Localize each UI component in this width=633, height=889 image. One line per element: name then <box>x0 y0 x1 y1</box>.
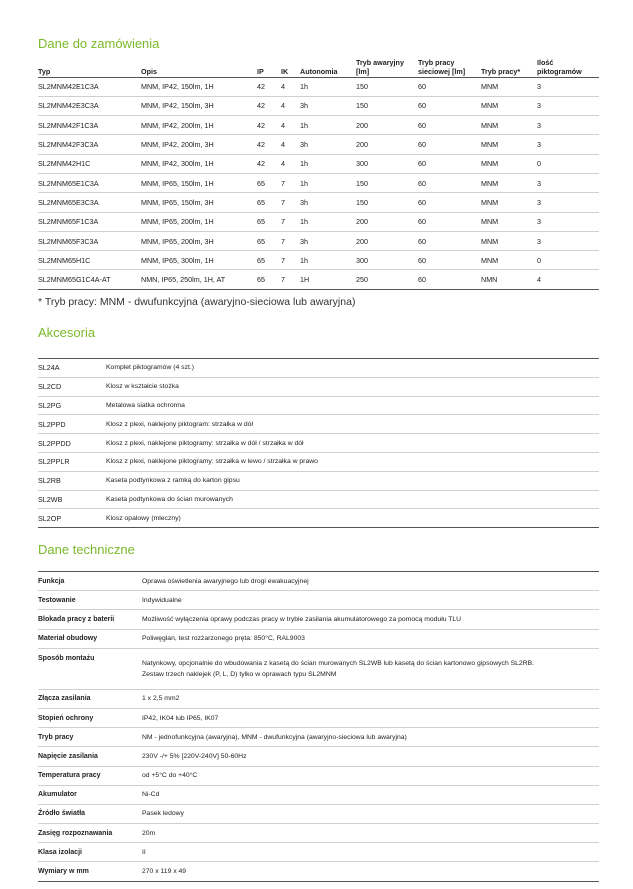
order-cell: 3h <box>300 231 356 250</box>
order-cell: 65 <box>257 212 281 231</box>
technical-value-line: NM - jednofunkcyjna (awaryjna), MNM - dwufunkcyjna (awaryjno-sieciowa lub awaryjna) <box>142 733 407 741</box>
order-cell: MNM, IP42, 200lm, 3H <box>141 135 257 154</box>
order-cell: 65 <box>257 231 281 250</box>
order-row <box>38 251 599 270</box>
order-header-cell: Opis <box>141 66 157 76</box>
accessory-description: Komplet piktogramów (4 szt.) <box>106 359 599 378</box>
technical-row <box>38 843 599 862</box>
technical-label: Klasa izolacji <box>38 843 142 862</box>
order-cell: 1h <box>300 173 356 192</box>
order-cell: 1h <box>300 212 356 231</box>
order-row <box>38 116 599 135</box>
accessory-description: Klosz z plexi, naklejone piktogramy: strzałka w lewo / strzałka w prawo <box>106 452 599 471</box>
technical-value-line: Natynkowy, opcjonalnie do wbudowania z kasetą do ścian murowanych SL2WB lub kasetą do ścian kartonowo gipsowych SL2RB. <box>142 659 535 667</box>
order-cell: 4 <box>281 135 300 154</box>
order-cell: 3 <box>537 77 599 96</box>
technical-row <box>38 648 599 689</box>
technical-value <box>142 728 599 747</box>
order-cell: MNM <box>481 212 537 231</box>
technical-row <box>38 591 599 610</box>
order-cell: SL2MNM65G1C4A-AT <box>38 270 141 289</box>
order-row <box>38 212 599 231</box>
order-cell: 60 <box>418 135 481 154</box>
technical-label: Napięcie zasilania <box>38 747 142 766</box>
accessory-row <box>38 359 599 378</box>
order-cell: 4 <box>281 116 300 135</box>
order-cell: 60 <box>418 193 481 212</box>
operating-mode-note: * Tryb pracy: MNM - dwufunkcyjna (awaryjno-sieciowa lub awaryjna) <box>38 296 356 308</box>
technical-value-line: Pasek ledowy <box>142 810 184 818</box>
technical-value <box>142 747 599 766</box>
order-cell: 1h <box>300 116 356 135</box>
technical-value <box>142 843 599 862</box>
technical-value-line: Ni-Cd <box>142 791 160 799</box>
order-row <box>38 96 599 115</box>
order-cell: 65 <box>257 193 281 212</box>
order-header-cell: Autonomia <box>300 66 338 76</box>
order-cell: 3h <box>300 193 356 212</box>
order-cell: 60 <box>418 154 481 173</box>
order-cell: 0 <box>537 154 599 173</box>
accessory-row <box>38 452 599 471</box>
accessory-description: Kaseta podtynkowa z ramką do karton gipsu <box>106 471 599 490</box>
order-cell: 200 <box>356 116 418 135</box>
order-cell: 60 <box>418 116 481 135</box>
accessory-description: Klosz w kształcie stożka <box>106 377 599 396</box>
order-cell: MNM, IP42, 150lm, 3H <box>141 96 257 115</box>
order-cell: NMN <box>481 270 537 289</box>
accessory-code: SL24A <box>38 359 106 378</box>
order-row <box>38 231 599 250</box>
order-cell: 3 <box>537 116 599 135</box>
order-cell: MNM <box>481 154 537 173</box>
order-cell: 4 <box>281 96 300 115</box>
order-row <box>38 154 599 173</box>
technical-label: Złącza zasilania <box>38 689 142 708</box>
order-row <box>38 173 599 192</box>
order-cell: 3 <box>537 212 599 231</box>
order-cell: 60 <box>418 77 481 96</box>
order-cell: 3 <box>537 173 599 192</box>
technical-value <box>142 689 599 708</box>
technical-value <box>142 610 599 629</box>
technical-row <box>38 747 599 766</box>
technical-value-line: 20m <box>142 829 156 837</box>
technical-label: Tryb pracy <box>38 728 142 747</box>
technical-value-line: Indywidualne <box>142 596 182 604</box>
order-cell: MNM, IP42, 200lm, 1H <box>141 116 257 135</box>
order-header-cell: Ilość piktogramów <box>537 57 582 76</box>
technical-row <box>38 572 599 591</box>
order-cell: 60 <box>418 96 481 115</box>
accessory-row <box>38 415 599 434</box>
technical-label: Źródło światła <box>38 804 142 823</box>
technical-row <box>38 610 599 629</box>
order-cell: 42 <box>257 96 281 115</box>
order-cell: SL2MNM65E1C3A <box>38 173 141 192</box>
technical-label: Funkcja <box>38 572 142 591</box>
order-cell: MNM <box>481 116 537 135</box>
technical-label: Blokada pracy z baterii <box>38 610 142 629</box>
order-cell: 4 <box>537 270 599 289</box>
accessory-description: Kaseta podtynkowa do ścian murowanych <box>106 490 599 509</box>
order-cell: 150 <box>356 96 418 115</box>
technical-row <box>38 785 599 804</box>
order-cell: 7 <box>281 270 300 289</box>
order-cell: 60 <box>418 251 481 270</box>
accessory-row <box>38 396 599 415</box>
order-cell: 60 <box>418 173 481 192</box>
order-cell: MNM, IP65, 150lm, 1H <box>141 173 257 192</box>
order-cell: 200 <box>356 135 418 154</box>
technical-value-line: 270 x 119 x 49 <box>142 868 187 876</box>
technical-value <box>142 629 599 648</box>
order-cell: 7 <box>281 173 300 192</box>
order-cell: 1h <box>300 154 356 173</box>
order-cell: 200 <box>356 231 418 250</box>
order-cell: 60 <box>418 212 481 231</box>
accessory-code: SL2PPLR <box>38 452 106 471</box>
technical-value <box>142 824 599 843</box>
technical-row <box>38 728 599 747</box>
order-cell: 3 <box>537 193 599 212</box>
technical-section-title: Dane techniczne <box>38 542 135 557</box>
order-cell: MNM <box>481 231 537 250</box>
accessory-code: SL2PG <box>38 396 106 415</box>
order-row <box>38 270 599 289</box>
technical-label: Akumulator <box>38 785 142 804</box>
technical-value-line: Zestaw trzech naklejek (P, L, D) tylko w oprawach typu SL2MNM <box>142 670 337 678</box>
order-cell: 65 <box>257 173 281 192</box>
order-cell: MNM, IP65, 200lm, 1H <box>141 212 257 231</box>
technical-value-line: Możliwość wyłączenia oprawy podczas pracy w trybie zasilania akumulatorowego za pomocą modułu TLU <box>142 615 462 623</box>
technical-row <box>38 689 599 708</box>
accessory-description: Klosz z plexi, naklejony piktogram: strzałka w dół <box>106 415 599 434</box>
technical-value-line: II <box>142 848 146 856</box>
order-cell: SL2MNM65H1C <box>38 251 141 270</box>
technical-value <box>142 591 599 610</box>
order-cell: 1h <box>300 251 356 270</box>
order-cell: MNM <box>481 193 537 212</box>
order-cell: 300 <box>356 251 418 270</box>
accessory-code: SL2PPD <box>38 415 106 434</box>
accessory-code: SL2PPDD <box>38 434 106 453</box>
accessory-code: SL2OP <box>38 513 62 523</box>
accessory-code: SL2RB <box>38 471 106 490</box>
order-cell: 3 <box>537 135 599 154</box>
order-cell: MNM <box>481 173 537 192</box>
technical-row <box>38 804 599 823</box>
accessory-row <box>38 434 599 453</box>
order-cell: 3h <box>300 135 356 154</box>
technical-value <box>142 804 599 823</box>
order-cell: SL2MNM42E1C3A <box>38 77 141 96</box>
order-cell: 7 <box>281 231 300 250</box>
order-cell: MNM, IP65, 150lm, 3H <box>141 193 257 212</box>
order-cell: SL2MNM65F1C3A <box>38 212 141 231</box>
accessories-table <box>38 358 599 528</box>
order-cell: 250 <box>356 270 418 289</box>
order-cell: 42 <box>257 154 281 173</box>
accessory-code: SL2WB <box>38 490 106 509</box>
technical-value <box>142 862 599 881</box>
technical-value-line: 1 x 2,5 mm2 <box>142 695 180 703</box>
technical-value-line: Oprawa oświetlenia awaryjnego lub drogi ewakuacyjnej <box>142 577 309 585</box>
technical-label: Testowanie <box>38 591 142 610</box>
order-cell: MNM <box>481 96 537 115</box>
technical-label: Stopień ochrony <box>38 708 142 727</box>
order-cell: 150 <box>356 77 418 96</box>
order-cell: 3 <box>537 96 599 115</box>
order-row <box>38 135 599 154</box>
accessory-row <box>38 471 599 490</box>
order-cell: SL2MNM65E3C3A <box>38 193 141 212</box>
accessory-description: Klosz z plexi, naklejone piktogramy: strzałka w dół / strzałka w dół <box>106 434 599 453</box>
order-header-cell: Tryb awaryjny [lm] <box>356 57 404 76</box>
technical-label: Zasięg rozpoznawania <box>38 824 142 843</box>
technical-value <box>142 572 599 591</box>
technical-value <box>142 648 599 689</box>
order-cell: 300 <box>356 154 418 173</box>
order-cell: NMN, IP65, 250lm, 1H, AT <box>141 270 257 289</box>
accessory-code: SL2CD <box>38 377 106 396</box>
order-header-cell: Typ <box>38 66 51 76</box>
order-cell: 1h <box>300 77 356 96</box>
technical-value-line: 230V -/+ 5% [220V-240V] 50-60Hz <box>142 752 247 760</box>
accessory-row <box>38 509 599 528</box>
technical-row <box>38 708 599 727</box>
order-section-title: Dane do zamówienia <box>38 36 160 51</box>
order-cell: MNM <box>481 251 537 270</box>
technical-label: Materiał obudowy <box>38 629 142 648</box>
order-cell: MNM, IP42, 300lm, 1H <box>141 154 257 173</box>
order-cell: 65 <box>257 270 281 289</box>
technical-value-line: Poliwęglan, test rozżarzonego pręta: 850°C, RAL9003 <box>142 635 305 643</box>
order-row <box>38 193 599 212</box>
technical-value <box>142 785 599 804</box>
technical-label: Sposób montażu <box>38 648 142 689</box>
technical-label: Wymiary w mm <box>38 868 89 876</box>
technical-row <box>38 824 599 843</box>
order-cell: 60 <box>418 231 481 250</box>
technical-value <box>142 766 599 785</box>
accessories-section-title: Akcesoria <box>38 325 96 340</box>
technical-label: Temperatura pracy <box>38 766 142 785</box>
order-table <box>38 53 599 290</box>
order-cell: 150 <box>356 173 418 192</box>
technical-value-line: IP42, IK04 lub IP65, IK07 <box>142 714 219 722</box>
order-cell: 4 <box>281 154 300 173</box>
accessory-row <box>38 377 599 396</box>
technical-table <box>38 571 599 882</box>
order-header-cell: Tryb pracy* <box>481 66 521 76</box>
order-header-cell: IK <box>281 66 289 76</box>
order-cell: SL2MNM42E3C3A <box>38 96 141 115</box>
order-cell: SL2MNM42H1C <box>38 154 141 173</box>
order-cell: 3h <box>300 96 356 115</box>
order-cell: MNM, IP42, 150lm, 1H <box>141 77 257 96</box>
order-cell: 7 <box>281 251 300 270</box>
accessory-description: Klosz opalowy (mleczny) <box>106 514 181 522</box>
order-cell: MNM <box>481 77 537 96</box>
order-cell: MNM, IP65, 300lm, 1H <box>141 251 257 270</box>
order-cell: SL2MNM65F3C3A <box>38 231 141 250</box>
order-header-cell: Tryb pracy sieciowej [lm] <box>418 57 466 76</box>
order-cell: 1H <box>300 270 356 289</box>
accessory-description: Metalowa siatka ochronna <box>106 396 599 415</box>
order-cell: 3 <box>537 231 599 250</box>
technical-row <box>38 766 599 785</box>
technical-value-line: od +5°C do +40°C <box>142 772 198 780</box>
order-cell: MNM, IP65, 200lm, 3H <box>141 231 257 250</box>
order-cell: 200 <box>356 212 418 231</box>
order-cell: 65 <box>257 251 281 270</box>
technical-value <box>142 708 599 727</box>
order-cell: 60 <box>418 270 481 289</box>
order-cell: MNM <box>481 135 537 154</box>
order-header-cell: IP <box>257 66 264 76</box>
order-cell: 0 <box>537 251 599 270</box>
order-cell: 42 <box>257 116 281 135</box>
order-cell: 42 <box>257 77 281 96</box>
order-cell: 42 <box>257 135 281 154</box>
order-cell: SL2MNM42F3C3A <box>38 135 141 154</box>
order-row <box>38 77 599 96</box>
technical-row <box>38 629 599 648</box>
order-cell: 150 <box>356 193 418 212</box>
order-cell: 4 <box>281 77 300 96</box>
order-cell: 7 <box>281 212 300 231</box>
order-cell: 7 <box>281 193 300 212</box>
technical-row <box>38 862 599 881</box>
order-cell: SL2MNM42F1C3A <box>38 116 141 135</box>
accessory-row <box>38 490 599 509</box>
